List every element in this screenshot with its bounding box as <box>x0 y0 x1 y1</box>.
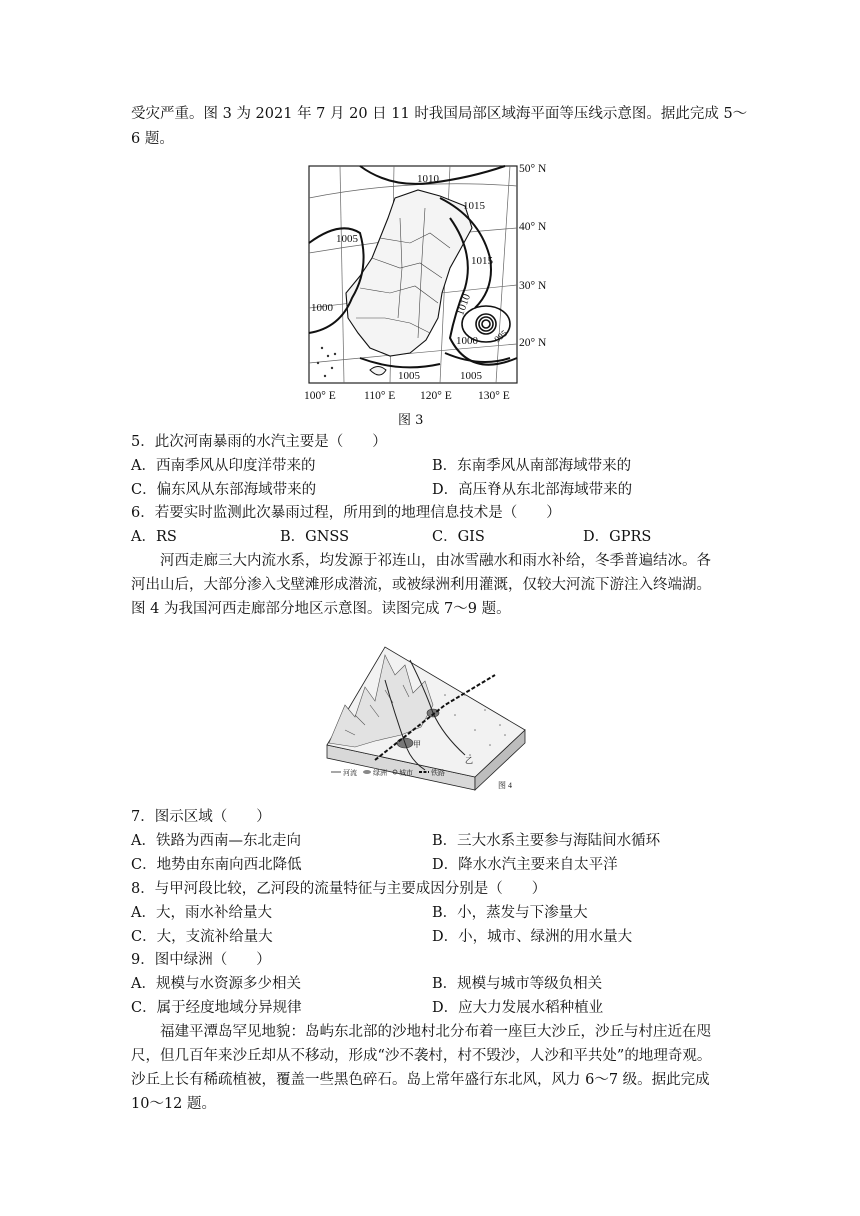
passage3-line-1: 福建平潭岛罕见地貌：岛屿东北部的沙地村北分布着一座巨大沙丘，沙丘与村庄近在咫 <box>160 1024 711 1040</box>
figure4-label-yi: 乙 <box>465 756 473 765</box>
lon-label: 120° E <box>420 390 452 402</box>
figure4-label-jia: 甲 <box>413 740 421 749</box>
passage3-line-2: 尺，但几百年来沙丘却从不移动，形成“沙不袭村，村不毁沙，人沙和平共处”的地理奇观。 <box>131 1048 712 1064</box>
q8-option-d[interactable]: D．小，城市、绿洲的用水量大 <box>432 929 633 945</box>
passage2-line-3: 图 4 为我国河西走廊部分地区示意图。读图完成 7～9 题。 <box>131 601 511 617</box>
q7-option-d[interactable]: D．降水水汽主要来自太平洋 <box>432 857 618 873</box>
isobar-label: 1005 <box>398 370 420 382</box>
q5-option-a[interactable]: A．西南季风从印度洋带来的 <box>131 458 316 474</box>
figure-3-isobar-map <box>300 158 562 406</box>
isobar-label: 1010 <box>454 292 474 318</box>
isobar-label: 1000 <box>456 335 478 347</box>
passage2-line-1: 河西走廊三大内流水系，均发源于祁连山，由冰雪融水和雨水补给，冬季普遍结冰。各 <box>160 553 711 569</box>
passage3-line-4: 10～12 题。 <box>131 1096 217 1112</box>
isobar-label: 995 <box>492 327 510 345</box>
q6-option-b[interactable]: B．GNSS <box>280 529 350 545</box>
q8-option-a[interactable]: A．大，雨水补给量大 <box>131 905 272 921</box>
q9-stem: 9．图中绿洲（ ） <box>131 952 271 968</box>
intro-line-1: 受灾严重。图 3 为 2021 年 7 月 20 日 11 时我国局部区域海平面等压线示意图。据此完成 5～ <box>131 106 748 122</box>
q5-option-c[interactable]: C．偏东风从东部海域带来的 <box>131 482 317 498</box>
isobar-label: 1000 <box>311 302 333 314</box>
q7-option-c[interactable]: C．地势由东南向西北降低 <box>131 857 302 873</box>
q5-option-d[interactable]: D．高压脊从东北部海域带来的 <box>432 482 633 498</box>
q8-option-b[interactable]: B．小，蒸发与下渗量大 <box>432 905 588 921</box>
intro-line-2: 6 题。 <box>131 131 174 147</box>
lon-label: 100° E <box>304 390 336 402</box>
isobar-label: 1005 <box>460 370 482 382</box>
figure-3-caption: 图 3 <box>398 413 424 428</box>
q7-option-b[interactable]: B．三大水系主要参与海陆间水循环 <box>432 833 661 849</box>
lat-label: 30° N <box>519 280 547 292</box>
q9-option-b[interactable]: B．规模与城市等级负相关 <box>432 976 603 992</box>
lat-label: 50° N <box>519 163 547 175</box>
lon-label: 110° E <box>364 390 396 402</box>
q5-stem: 5．此次河南暴雨的水汽主要是（ ） <box>131 434 387 450</box>
legend-railway: 铁路 <box>431 769 445 777</box>
lat-label: 40° N <box>519 221 547 233</box>
q9-option-a[interactable]: A．规模与水资源多少相关 <box>131 976 301 992</box>
q5-option-b[interactable]: B．东南季风从南部海域带来的 <box>432 458 632 474</box>
passage2-line-2: 河出山后，大部分渗入戈壁滩形成潜流，或被绿洲利用灌溉，仅较大河流下游注入终端湖。 <box>131 577 711 593</box>
q6-option-a[interactable]: A．RS <box>131 529 177 545</box>
isobar-label: 1015 <box>471 255 493 267</box>
passage3-line-3: 沙丘上长有稀疏植被，覆盖一些黑色碎石。岛上常年盛行东北风，风力 6～7 级。据此完成 <box>131 1072 710 1088</box>
q7-stem: 7．图示区域（ ） <box>131 809 271 825</box>
q6-option-c[interactable]: C．GIS <box>432 529 485 545</box>
lon-label: 130° E <box>478 390 510 402</box>
legend-oasis: 绿洲 <box>373 769 387 777</box>
q9-option-d[interactable]: D．应大力发展水稻种植业 <box>432 1000 604 1016</box>
isobar-label: 1005 <box>336 233 358 245</box>
q6-stem: 6．若要实时监测此次暴雨过程，所用到的地理信息技术是（ ） <box>131 505 561 521</box>
figure-4-hexi-corridor-diagram <box>315 635 535 800</box>
legend-river: 河流 <box>343 769 357 777</box>
figure-4-caption: 图 4 <box>498 781 512 790</box>
lat-label: 20° N <box>519 337 547 349</box>
q8-option-c[interactable]: C．大，支流补给量大 <box>131 929 273 945</box>
q9-option-c[interactable]: C．属于经度地域分异规律 <box>131 1000 302 1016</box>
legend-city: 城市 <box>399 769 413 777</box>
q7-option-a[interactable]: A．铁路为西南—东北走向 <box>131 833 301 849</box>
q6-option-d[interactable]: D．GPRS <box>583 529 652 545</box>
q8-stem: 8．与甲河段比较，乙河段的流量特征与主要成因分别是（ ） <box>131 881 547 897</box>
isobar-label: 1010 <box>417 173 439 185</box>
isobar-label: 1015 <box>463 200 485 212</box>
